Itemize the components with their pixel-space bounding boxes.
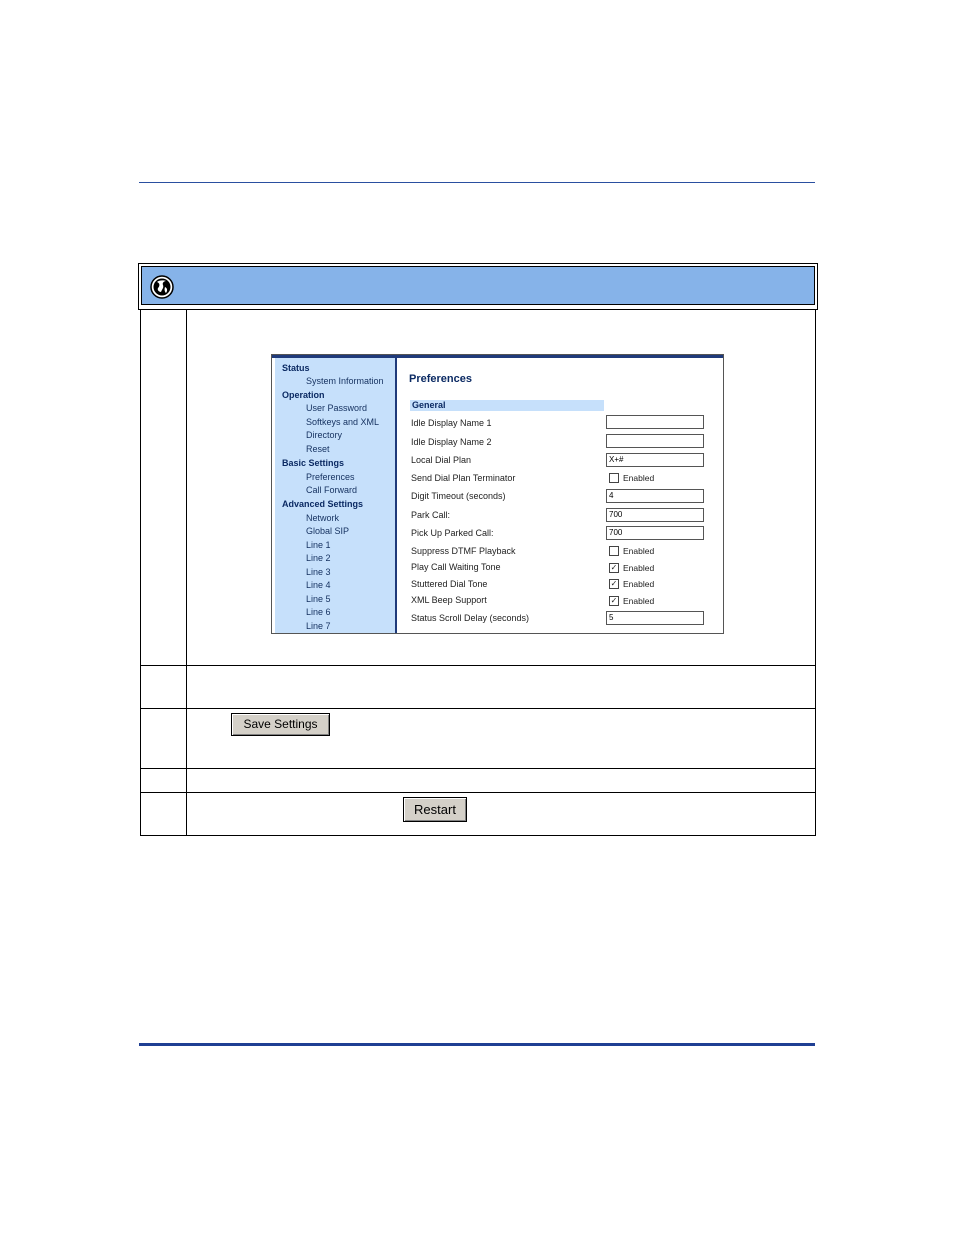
nav-item-line-3[interactable]: Line 3 (306, 567, 331, 577)
nav-item-system-information[interactable]: System Information (306, 376, 384, 386)
field-label: Send Dial Plan Terminator (411, 473, 516, 483)
save-settings-button[interactable]: Save Settings (231, 713, 330, 736)
globe-icon (150, 275, 174, 299)
nav-section-basic-settings[interactable]: Basic Settings (282, 458, 345, 468)
nav-item-line-1[interactable]: Line 1 (306, 540, 331, 550)
digit-timeout-input[interactable]: 4 (606, 489, 704, 503)
checkbox-label: Enabled (623, 473, 655, 483)
park-call-input[interactable]: 700 (606, 508, 704, 522)
nav-item-line-4[interactable]: Line 4 (306, 580, 331, 590)
idle-display-name-2-input[interactable] (606, 434, 704, 448)
checkbox-label: Enabled (623, 546, 655, 556)
step-number-cell (141, 310, 187, 665)
nav-item-line-2[interactable]: Line 2 (306, 553, 331, 563)
send-dial-plan-terminator-checkbox[interactable] (609, 473, 654, 484)
checkmark-icon[interactable]: ✓ (610, 562, 618, 572)
field-label: Digit Timeout (seconds) (411, 491, 506, 501)
header-rule (139, 182, 815, 183)
status-scroll-delay-input[interactable]: 5 (606, 611, 704, 625)
local-dial-plan-input[interactable]: X+# (606, 453, 704, 467)
navigation-pane (275, 358, 397, 634)
xml-beep-support-checkbox[interactable] (609, 596, 654, 607)
checkbox-label: Enabled (623, 596, 655, 606)
play-call-waiting-tone-checkbox[interactable] (609, 563, 654, 574)
field-label: Play Call Waiting Tone (411, 562, 501, 572)
checkbox-label: Enabled (623, 579, 655, 589)
step-row-4 (140, 769, 816, 793)
field-label: Idle Display Name 1 (411, 418, 492, 428)
footer-rule (139, 1043, 815, 1046)
nav-item-reset[interactable]: Reset (306, 444, 330, 454)
field-label: Park Call: (411, 510, 451, 520)
nav-section-status[interactable]: Status (282, 363, 310, 373)
field-label: Suppress DTMF Playback (411, 546, 516, 556)
field-label: Stuttered Dial Tone (411, 579, 488, 589)
field-label: Idle Display Name 2 (411, 437, 492, 447)
checkbox-box[interactable] (609, 473, 619, 483)
nav-section-advanced-settings[interactable]: Advanced Settings (282, 499, 364, 509)
nav-item-line-5[interactable]: Line 5 (306, 594, 331, 604)
nav-item-line-6[interactable]: Line 6 (306, 607, 331, 617)
nav-item-line-7[interactable]: Line 7 (306, 621, 331, 631)
checkmark-icon[interactable]: ✓ (610, 578, 618, 588)
step-number-cell (141, 769, 187, 792)
step-row-5 (140, 793, 816, 836)
web-ui-screenshot (271, 354, 724, 634)
field-label: Pick Up Parked Call: (411, 528, 494, 538)
step-number-cell (141, 666, 187, 708)
banner-frame (138, 263, 818, 310)
field-label: Status Scroll Delay (seconds) (411, 613, 530, 623)
nav-item-preferences[interactable]: Preferences (306, 472, 355, 482)
nav-section-operation[interactable]: Operation (282, 390, 325, 400)
checkmark-icon[interactable]: ✓ (610, 595, 618, 605)
checkbox-label: Enabled (623, 563, 655, 573)
suppress-dtmf-playback-checkbox[interactable] (609, 546, 654, 557)
nav-item-softkeys-and-xml[interactable]: Softkeys and XML (306, 417, 380, 427)
nav-item-call-forward[interactable]: Call Forward (306, 485, 358, 495)
restart-button[interactable]: Restart (403, 797, 467, 822)
section-header-general: General (410, 400, 604, 411)
step-number-cell (141, 709, 187, 768)
step-number-cell (141, 793, 187, 835)
checkbox-box[interactable] (609, 546, 619, 556)
page-title: Preferences (409, 373, 472, 385)
nav-item-user-password[interactable]: User Password (306, 403, 368, 413)
field-label: XML Beep Support (411, 595, 487, 605)
field-label: Local Dial Plan (411, 455, 472, 465)
nav-item-directory[interactable]: Directory (306, 430, 343, 440)
idle-display-name-1-input[interactable] (606, 415, 704, 429)
stuttered-dial-tone-checkbox[interactable] (609, 579, 654, 590)
step-row-2 (140, 666, 816, 709)
nav-item-network[interactable]: Network (306, 513, 340, 523)
pick-up-parked-call-input[interactable]: 700 (606, 526, 704, 540)
procedure-banner (141, 266, 815, 305)
nav-item-global-sip[interactable]: Global SIP (306, 526, 350, 536)
